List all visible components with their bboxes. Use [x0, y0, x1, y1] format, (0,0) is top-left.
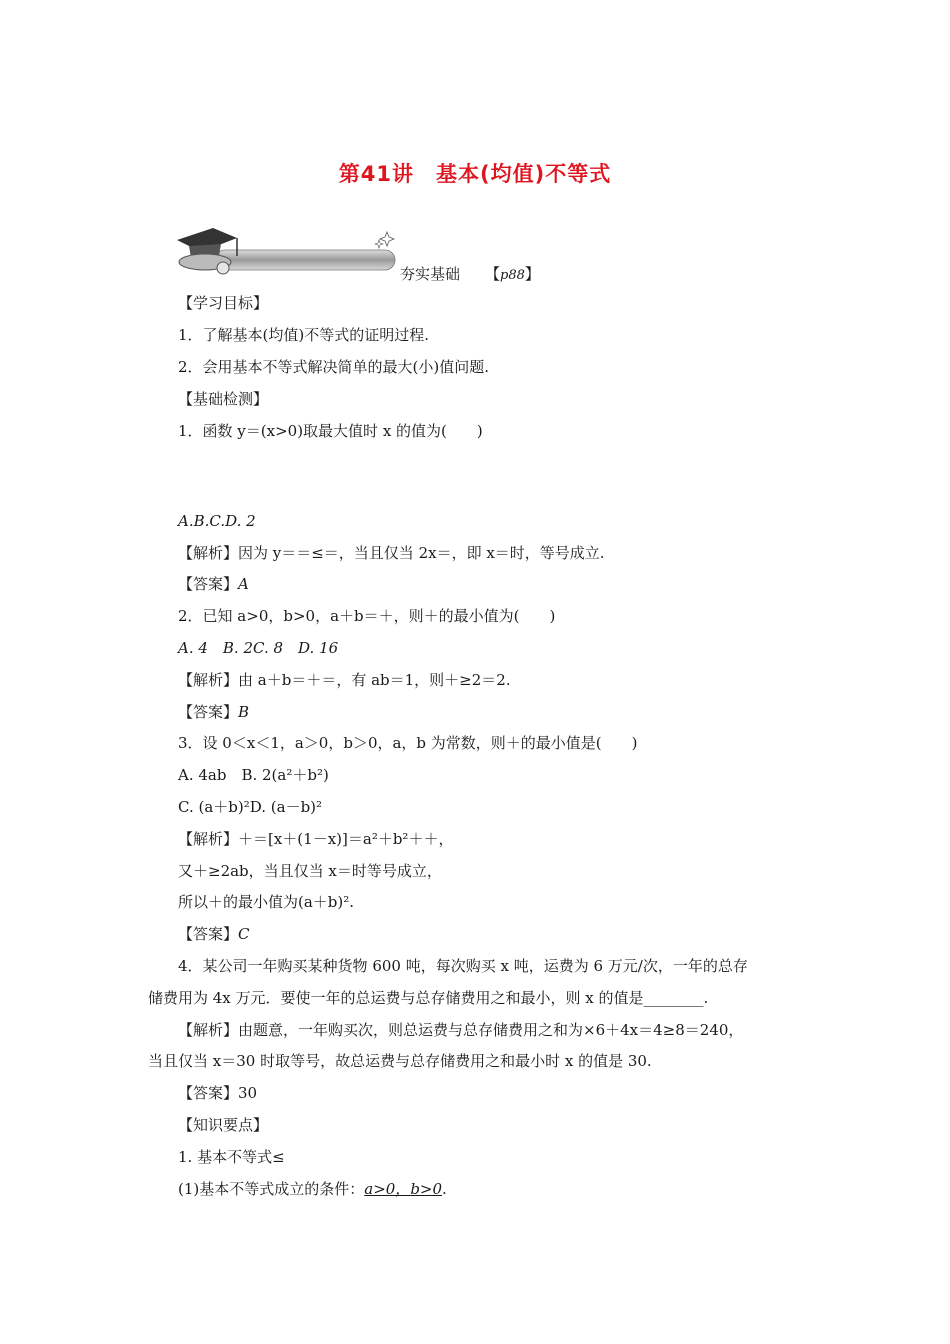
goal-2: 2．会用基本不等式解决简单的最大(小)值问题.: [178, 358, 490, 376]
question-3-options-cd: C. (a＋b)²D. (a－b)²: [178, 798, 323, 816]
question-4-line-2: 储费用为 4x 万元．要使一年的总运费与总存储费用之和最小，则 x 的值是________.: [148, 989, 709, 1007]
question-3-answer: 【答案】C: [178, 925, 250, 943]
question-3-analysis-1: 【解析】＋＝[x＋(1－x)]＝a²＋b²＋＋，: [178, 830, 454, 848]
page-title: 第41讲 基本(均值)不等式: [338, 162, 612, 186]
question-2-analysis: 【解析】由 a＋b＝＋＝，有 ab＝1，则＋≥2＝2.: [178, 671, 511, 689]
question-4-line-1: 4．某公司一年购买某种货物 600 吨，每次购买 x 吨，运费为 6 万元/次，一年的总存: [178, 957, 748, 975]
heading-basic-test: 【基础检测】: [178, 390, 269, 408]
question-3: 3．设 0＜x＜1，a＞0，b＞0，a，b 为常数，则＋的最小值是( ): [178, 734, 638, 752]
question-3-analysis-2: 又＋≥2ab，当且仅当 x＝时等号成立，: [178, 862, 442, 880]
question-4-answer: 【答案】30: [178, 1084, 258, 1102]
question-4-analysis-2: 当且仅当 x＝30 时取等号，故总运费与总存储费用之和最小时 x 的值是 30.: [148, 1052, 652, 1070]
question-3-options-ab: A. 4ab B. 2(a²＋b²): [178, 766, 329, 784]
question-1-analysis: 【解析】因为 y＝＝≤＝，当且仅当 2x＝，即 x＝时，等号成立.: [178, 544, 605, 562]
banner-label: 夯实基础: [400, 265, 461, 283]
key-point-1-condition: (1)基本不等式成立的条件：a>0，b>0.: [178, 1180, 447, 1198]
question-4-analysis-1: 【解析】由题意，一年购买次，则总运费与总存储费用之和为×6＋4x＝4≥8＝240，: [178, 1021, 744, 1039]
question-1-answer: 【答案】A: [178, 575, 249, 593]
question-2-options: A. 4 B. 2C. 8 D. 16: [178, 639, 339, 657]
page-reference: 【p88】: [485, 265, 540, 283]
section-banner: [175, 226, 575, 282]
heading-key-points: 【知识要点】: [178, 1116, 269, 1134]
question-1-options: A.B.C.D. 2: [178, 512, 256, 530]
heading-learning-goals: 【学习目标】: [178, 294, 269, 312]
goal-1: 1．了解基本(均值)不等式的证明过程.: [178, 326, 430, 344]
key-point-1: 1. 基本不等式≤: [178, 1148, 285, 1166]
question-3-analysis-3: 所以＋的最小值为(a＋b)².: [178, 893, 355, 911]
question-2: 2．已知 a>0，b>0，a＋b＝＋，则＋的最小值为( ): [178, 607, 556, 625]
question-2-answer: 【答案】B: [178, 703, 250, 721]
question-1: 1．函数 y＝(x>0)取最大值时 x 的值为( ): [178, 422, 483, 440]
